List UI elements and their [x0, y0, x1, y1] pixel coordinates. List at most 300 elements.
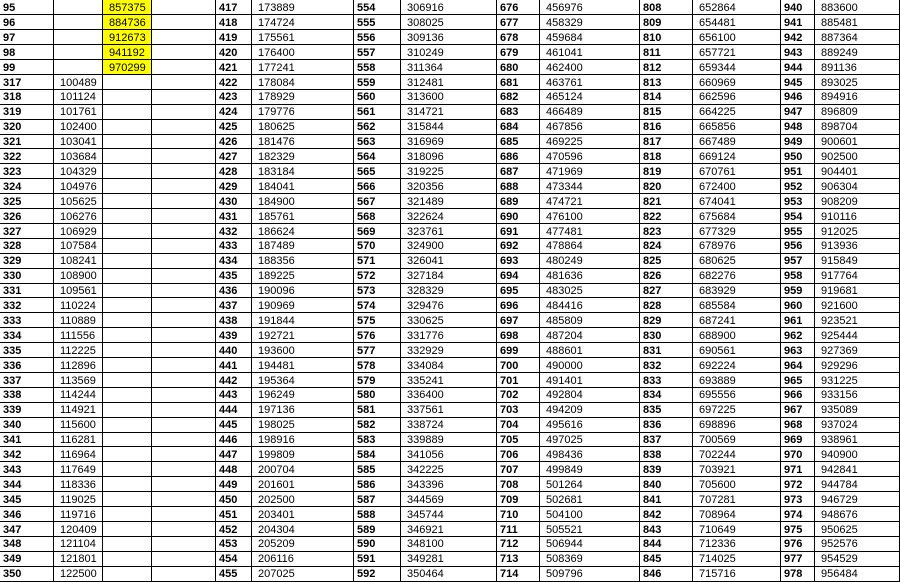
row-number-cell: 710 — [497, 507, 540, 522]
square-value-cell: 308025 — [401, 15, 497, 30]
square-value-cell: 912025 — [815, 224, 900, 239]
row-number-cell: 327 — [0, 224, 54, 239]
row-number-cell: 692 — [497, 238, 540, 253]
square-value-cell: 350464 — [401, 566, 497, 582]
square-value-cell: 188356 — [252, 253, 354, 268]
empty-cell — [103, 134, 152, 149]
square-value-cell: 715716 — [693, 566, 781, 582]
row-number-cell: 573 — [354, 283, 401, 298]
empty-cell — [103, 194, 152, 209]
row-number-cell: 332 — [0, 298, 54, 313]
row-number-cell: 325 — [0, 194, 54, 209]
square-value-cell: 921600 — [815, 298, 900, 313]
row-number-cell: 951 — [781, 164, 815, 179]
square-value-cell: 919681 — [815, 283, 900, 298]
square-value-cell: 477481 — [540, 224, 640, 239]
square-value-cell: 942841 — [815, 462, 900, 477]
square-value-cell: 111556 — [54, 328, 103, 343]
empty-cell — [103, 149, 152, 164]
square-value-cell: 690561 — [693, 343, 781, 358]
row-number-cell: 447 — [216, 447, 252, 462]
row-number-cell: 698 — [497, 328, 540, 343]
row-number-cell: 954 — [781, 209, 815, 224]
row-number-cell: 345 — [0, 492, 54, 507]
square-value-cell: 204304 — [252, 522, 354, 537]
square-value-cell: 197136 — [252, 402, 354, 417]
row-number-cell: 320 — [0, 119, 54, 134]
square-value-cell: 346921 — [401, 522, 497, 537]
row-number-cell: 569 — [354, 224, 401, 239]
row-number-cell: 946 — [781, 89, 815, 104]
row-number-cell: 571 — [354, 253, 401, 268]
row-number-cell: 694 — [497, 268, 540, 283]
square-value-cell: 495616 — [540, 417, 640, 432]
row-number-cell: 967 — [781, 402, 815, 417]
square-value-cell: 108900 — [54, 268, 103, 283]
square-value-cell: 103041 — [54, 134, 103, 149]
square-value-cell: 702244 — [693, 447, 781, 462]
square-value-cell: 883600 — [815, 0, 900, 15]
empty-cell — [103, 402, 152, 417]
row-number-cell: 836 — [640, 417, 693, 432]
row-number-cell: 714 — [497, 566, 540, 582]
square-value-cell: 207025 — [252, 566, 354, 582]
row-number-cell: 96 — [0, 15, 54, 30]
row-number-cell: 453 — [216, 536, 252, 551]
row-number-cell: 706 — [497, 447, 540, 462]
row-number-cell: 947 — [781, 104, 815, 119]
square-value-cell: 463761 — [540, 75, 640, 90]
row-number-cell: 685 — [497, 134, 540, 149]
square-value-cell: 120409 — [54, 522, 103, 537]
row-number-cell: 841 — [640, 492, 693, 507]
row-number-cell: 323 — [0, 164, 54, 179]
square-value-cell: 184900 — [252, 194, 354, 209]
row-number-cell: 707 — [497, 462, 540, 477]
square-value-cell: 889249 — [815, 45, 900, 60]
row-number-cell: 963 — [781, 343, 815, 358]
row-number-cell: 678 — [497, 30, 540, 45]
square-value-cell: 667489 — [693, 134, 781, 149]
row-number-cell: 589 — [354, 522, 401, 537]
spacer-cell — [152, 566, 216, 582]
square-value-cell — [54, 15, 103, 30]
row-number-cell: 328 — [0, 238, 54, 253]
square-value-cell: 471969 — [540, 164, 640, 179]
row-number-cell: 965 — [781, 373, 815, 388]
empty-cell — [103, 328, 152, 343]
row-number-cell: 588 — [354, 507, 401, 522]
square-value-cell: 712336 — [693, 536, 781, 551]
square-value-cell: 121104 — [54, 536, 103, 551]
row-number-cell: 559 — [354, 75, 401, 90]
square-value-cell: 318096 — [401, 149, 497, 164]
row-number-cell: 956 — [781, 238, 815, 253]
square-value-cell: 175561 — [252, 30, 354, 45]
row-number-cell: 809 — [640, 15, 693, 30]
square-value-cell — [54, 0, 103, 15]
square-value-cell: 480249 — [540, 253, 640, 268]
square-value-cell: 678976 — [693, 238, 781, 253]
empty-cell — [103, 522, 152, 537]
row-number-cell: 974 — [781, 507, 815, 522]
row-number-cell: 818 — [640, 149, 693, 164]
square-value-cell: 206116 — [252, 551, 354, 566]
square-value-cell: 201601 — [252, 477, 354, 492]
square-value-cell: 112225 — [54, 343, 103, 358]
square-value-cell: 494209 — [540, 402, 640, 417]
square-value-cell: 107584 — [54, 238, 103, 253]
row-number-cell: 833 — [640, 373, 693, 388]
row-number-cell: 324 — [0, 179, 54, 194]
row-number-cell: 566 — [354, 179, 401, 194]
square-value-cell: 487204 — [540, 328, 640, 343]
row-number-cell: 99 — [0, 60, 54, 75]
square-value-cell: 669124 — [693, 149, 781, 164]
row-number-cell: 349 — [0, 551, 54, 566]
square-value-cell: 695556 — [693, 387, 781, 402]
row-number-cell: 700 — [497, 358, 540, 373]
square-value-cell: 501264 — [540, 477, 640, 492]
square-value-cell: 105625 — [54, 194, 103, 209]
row-number-cell: 944 — [781, 60, 815, 75]
spacer-cell — [152, 179, 216, 194]
square-value-cell: 343396 — [401, 477, 497, 492]
row-number-cell: 816 — [640, 119, 693, 134]
row-number-cell: 820 — [640, 179, 693, 194]
spacer-cell — [152, 432, 216, 447]
square-value-cell: 180625 — [252, 119, 354, 134]
row-number-cell: 339 — [0, 402, 54, 417]
row-number-cell: 817 — [640, 134, 693, 149]
row-number-cell: 418 — [216, 15, 252, 30]
square-value-cell: 923521 — [815, 313, 900, 328]
row-number-cell: 565 — [354, 164, 401, 179]
square-value-cell: 182329 — [252, 149, 354, 164]
row-number-cell: 969 — [781, 432, 815, 447]
row-number-cell: 679 — [497, 45, 540, 60]
square-value-cell: 114921 — [54, 402, 103, 417]
square-value-cell: 319225 — [401, 164, 497, 179]
row-number-cell: 342 — [0, 447, 54, 462]
square-value-cell: 334084 — [401, 358, 497, 373]
row-number-cell: 336 — [0, 358, 54, 373]
empty-cell — [103, 492, 152, 507]
square-value-cell: 314721 — [401, 104, 497, 119]
row-number-cell: 341 — [0, 432, 54, 447]
square-value-cell: 108241 — [54, 253, 103, 268]
row-number-cell: 434 — [216, 253, 252, 268]
square-value-cell: 195364 — [252, 373, 354, 388]
square-value-cell: 459684 — [540, 30, 640, 45]
spacer-cell — [152, 536, 216, 551]
row-number-cell: 708 — [497, 477, 540, 492]
square-value-cell: 344569 — [401, 492, 497, 507]
row-number-cell: 695 — [497, 283, 540, 298]
square-value-cell: 461041 — [540, 45, 640, 60]
square-value-cell: 952576 — [815, 536, 900, 551]
square-value-cell: 324900 — [401, 238, 497, 253]
spacer-cell — [152, 134, 216, 149]
row-number-cell: 583 — [354, 432, 401, 447]
square-value-cell: 113569 — [54, 373, 103, 388]
row-number-cell: 830 — [640, 328, 693, 343]
spacer-cell — [152, 313, 216, 328]
row-number-cell: 425 — [216, 119, 252, 134]
square-value-cell: 193600 — [252, 343, 354, 358]
square-value-cell: 714025 — [693, 551, 781, 566]
square-value-cell: 927369 — [815, 343, 900, 358]
row-number-cell: 430 — [216, 194, 252, 209]
empty-cell — [103, 477, 152, 492]
row-number-cell: 953 — [781, 194, 815, 209]
row-number-cell: 442 — [216, 373, 252, 388]
row-number-cell: 687 — [497, 164, 540, 179]
row-number-cell: 575 — [354, 313, 401, 328]
square-value-cell: 326041 — [401, 253, 497, 268]
square-value-cell: 177241 — [252, 60, 354, 75]
square-value-cell: 693889 — [693, 373, 781, 388]
row-number-cell: 97 — [0, 30, 54, 45]
spacer-cell — [152, 477, 216, 492]
row-number-cell: 952 — [781, 179, 815, 194]
row-number-cell: 329 — [0, 253, 54, 268]
row-number-cell: 428 — [216, 164, 252, 179]
square-value-cell: 119025 — [54, 492, 103, 507]
row-number-cell: 340 — [0, 417, 54, 432]
square-value-cell: 497025 — [540, 432, 640, 447]
row-number-cell: 950 — [781, 149, 815, 164]
square-value-cell: 323761 — [401, 224, 497, 239]
row-number-cell: 452 — [216, 522, 252, 537]
spacer-cell — [152, 417, 216, 432]
square-value-cell: 205209 — [252, 536, 354, 551]
row-number-cell: 446 — [216, 432, 252, 447]
row-number-cell: 321 — [0, 134, 54, 149]
row-number-cell: 828 — [640, 298, 693, 313]
square-value-cell: 498436 — [540, 447, 640, 462]
row-number-cell: 846 — [640, 566, 693, 582]
square-value-cell: 505521 — [540, 522, 640, 537]
row-number-cell: 821 — [640, 194, 693, 209]
square-value-cell: 904401 — [815, 164, 900, 179]
row-number-cell: 840 — [640, 477, 693, 492]
row-number-cell: 347 — [0, 522, 54, 537]
square-value-cell: 116964 — [54, 447, 103, 462]
row-number-cell: 444 — [216, 402, 252, 417]
square-value-cell: 106929 — [54, 224, 103, 239]
square-value-cell: 659344 — [693, 60, 781, 75]
empty-cell — [103, 387, 152, 402]
empty-cell — [103, 224, 152, 239]
square-value-cell: 887364 — [815, 30, 900, 45]
row-number-cell: 449 — [216, 477, 252, 492]
square-value-cell: 313600 — [401, 89, 497, 104]
spacer-cell — [152, 149, 216, 164]
square-value-cell: 101124 — [54, 89, 103, 104]
row-number-cell: 844 — [640, 536, 693, 551]
square-value-cell: 902500 — [815, 149, 900, 164]
square-value-cell: 946729 — [815, 492, 900, 507]
square-value-cell: 931225 — [815, 373, 900, 388]
square-value-cell: 483025 — [540, 283, 640, 298]
square-value-cell: 885481 — [815, 15, 900, 30]
square-value-cell: 198916 — [252, 432, 354, 447]
row-number-cell: 811 — [640, 45, 693, 60]
row-number-cell: 682 — [497, 89, 540, 104]
row-number-cell: 832 — [640, 358, 693, 373]
square-value-cell: 199809 — [252, 447, 354, 462]
row-number-cell: 561 — [354, 104, 401, 119]
row-number-cell: 962 — [781, 328, 815, 343]
square-value-cell: 311364 — [401, 60, 497, 75]
square-value-cell: 670761 — [693, 164, 781, 179]
square-value-cell: 509796 — [540, 566, 640, 582]
square-value-cell: 331776 — [401, 328, 497, 343]
square-value-cell: 185761 — [252, 209, 354, 224]
spacer-cell — [152, 15, 216, 30]
square-value-cell: 122500 — [54, 566, 103, 582]
row-number-cell: 338 — [0, 387, 54, 402]
row-number-cell: 445 — [216, 417, 252, 432]
row-number-cell: 837 — [640, 432, 693, 447]
row-number-cell: 570 — [354, 238, 401, 253]
row-number-cell: 829 — [640, 313, 693, 328]
square-value-cell: 322624 — [401, 209, 497, 224]
square-value-cell: 465124 — [540, 89, 640, 104]
highlighted-cube-cell: 857375 — [103, 0, 152, 15]
square-value-cell: 186624 — [252, 224, 354, 239]
empty-cell — [103, 164, 152, 179]
square-value-cell: 104329 — [54, 164, 103, 179]
square-value-cell: 328329 — [401, 283, 497, 298]
square-value-cell: 938961 — [815, 432, 900, 447]
square-value-cell: 906304 — [815, 179, 900, 194]
row-number-cell: 971 — [781, 462, 815, 477]
square-value-cell: 194481 — [252, 358, 354, 373]
square-value-cell: 664225 — [693, 104, 781, 119]
square-value-cell: 697225 — [693, 402, 781, 417]
row-number-cell: 433 — [216, 238, 252, 253]
square-value-cell: 703921 — [693, 462, 781, 477]
row-number-cell: 696 — [497, 298, 540, 313]
row-number-cell: 439 — [216, 328, 252, 343]
spacer-cell — [152, 75, 216, 90]
row-number-cell: 942 — [781, 30, 815, 45]
highlighted-cube-cell: 884736 — [103, 15, 152, 30]
row-number-cell: 577 — [354, 343, 401, 358]
spacer-cell — [152, 402, 216, 417]
spacer-cell — [152, 507, 216, 522]
spacer-cell — [152, 60, 216, 75]
row-number-cell: 348 — [0, 536, 54, 551]
row-number-cell: 585 — [354, 462, 401, 477]
square-value-cell: 470596 — [540, 149, 640, 164]
row-number-cell: 319 — [0, 104, 54, 119]
square-value-cell: 321489 — [401, 194, 497, 209]
row-number-cell: 712 — [497, 536, 540, 551]
square-value-cell — [54, 45, 103, 60]
square-value-cell: 121801 — [54, 551, 103, 566]
row-number-cell: 98 — [0, 45, 54, 60]
row-number-cell: 590 — [354, 536, 401, 551]
square-value-cell: 948676 — [815, 507, 900, 522]
square-value-cell: 698896 — [693, 417, 781, 432]
empty-cell — [103, 432, 152, 447]
square-value-cell: 106276 — [54, 209, 103, 224]
square-value-cell: 110889 — [54, 313, 103, 328]
square-value-cell: 179776 — [252, 104, 354, 119]
empty-cell — [103, 268, 152, 283]
spacer-cell — [152, 358, 216, 373]
row-number-cell: 592 — [354, 566, 401, 582]
square-value-cell: 119716 — [54, 507, 103, 522]
row-number-cell: 959 — [781, 283, 815, 298]
square-value-cell: 474721 — [540, 194, 640, 209]
square-value-cell: 104976 — [54, 179, 103, 194]
row-number-cell: 812 — [640, 60, 693, 75]
empty-cell — [103, 75, 152, 90]
row-number-cell: 949 — [781, 134, 815, 149]
row-number-cell: 970 — [781, 447, 815, 462]
square-value-cell: 499849 — [540, 462, 640, 477]
square-value-cell: 202500 — [252, 492, 354, 507]
row-number-cell: 831 — [640, 343, 693, 358]
row-number-cell: 686 — [497, 149, 540, 164]
square-value-cell: 306916 — [401, 0, 497, 15]
square-value-cell: 891136 — [815, 60, 900, 75]
row-number-cell: 824 — [640, 238, 693, 253]
square-value-cell: 342225 — [401, 462, 497, 477]
square-value-cell: 683929 — [693, 283, 781, 298]
row-number-cell: 557 — [354, 45, 401, 60]
square-value-cell: 336400 — [401, 387, 497, 402]
square-value-cell: 894916 — [815, 89, 900, 104]
row-number-cell: 578 — [354, 358, 401, 373]
row-number-cell: 839 — [640, 462, 693, 477]
square-value-cell: 484416 — [540, 298, 640, 313]
row-number-cell: 326 — [0, 209, 54, 224]
spacer-cell — [152, 194, 216, 209]
empty-cell — [103, 551, 152, 566]
row-number-cell: 587 — [354, 492, 401, 507]
row-number-cell: 584 — [354, 447, 401, 462]
square-value-cell: 656100 — [693, 30, 781, 45]
row-number-cell: 702 — [497, 387, 540, 402]
row-number-cell: 973 — [781, 492, 815, 507]
empty-cell — [103, 462, 152, 477]
square-value-cell: 688900 — [693, 328, 781, 343]
row-number-cell: 441 — [216, 358, 252, 373]
square-value-cell: 652864 — [693, 0, 781, 15]
square-value-cell: 173889 — [252, 0, 354, 15]
square-value-cell: 341056 — [401, 447, 497, 462]
square-value-cell — [54, 60, 103, 75]
row-number-cell: 826 — [640, 268, 693, 283]
square-value-cell: 190096 — [252, 283, 354, 298]
row-number-cell: 331 — [0, 283, 54, 298]
square-value-cell: 900601 — [815, 134, 900, 149]
square-value-cell: 929296 — [815, 358, 900, 373]
row-number-cell: 823 — [640, 224, 693, 239]
spacer-cell — [152, 30, 216, 45]
square-value-cell: 178084 — [252, 75, 354, 90]
spacer-cell — [152, 238, 216, 253]
row-number-cell: 455 — [216, 566, 252, 582]
row-number-cell: 451 — [216, 507, 252, 522]
row-number-cell: 683 — [497, 104, 540, 119]
square-value-cell: 320356 — [401, 179, 497, 194]
